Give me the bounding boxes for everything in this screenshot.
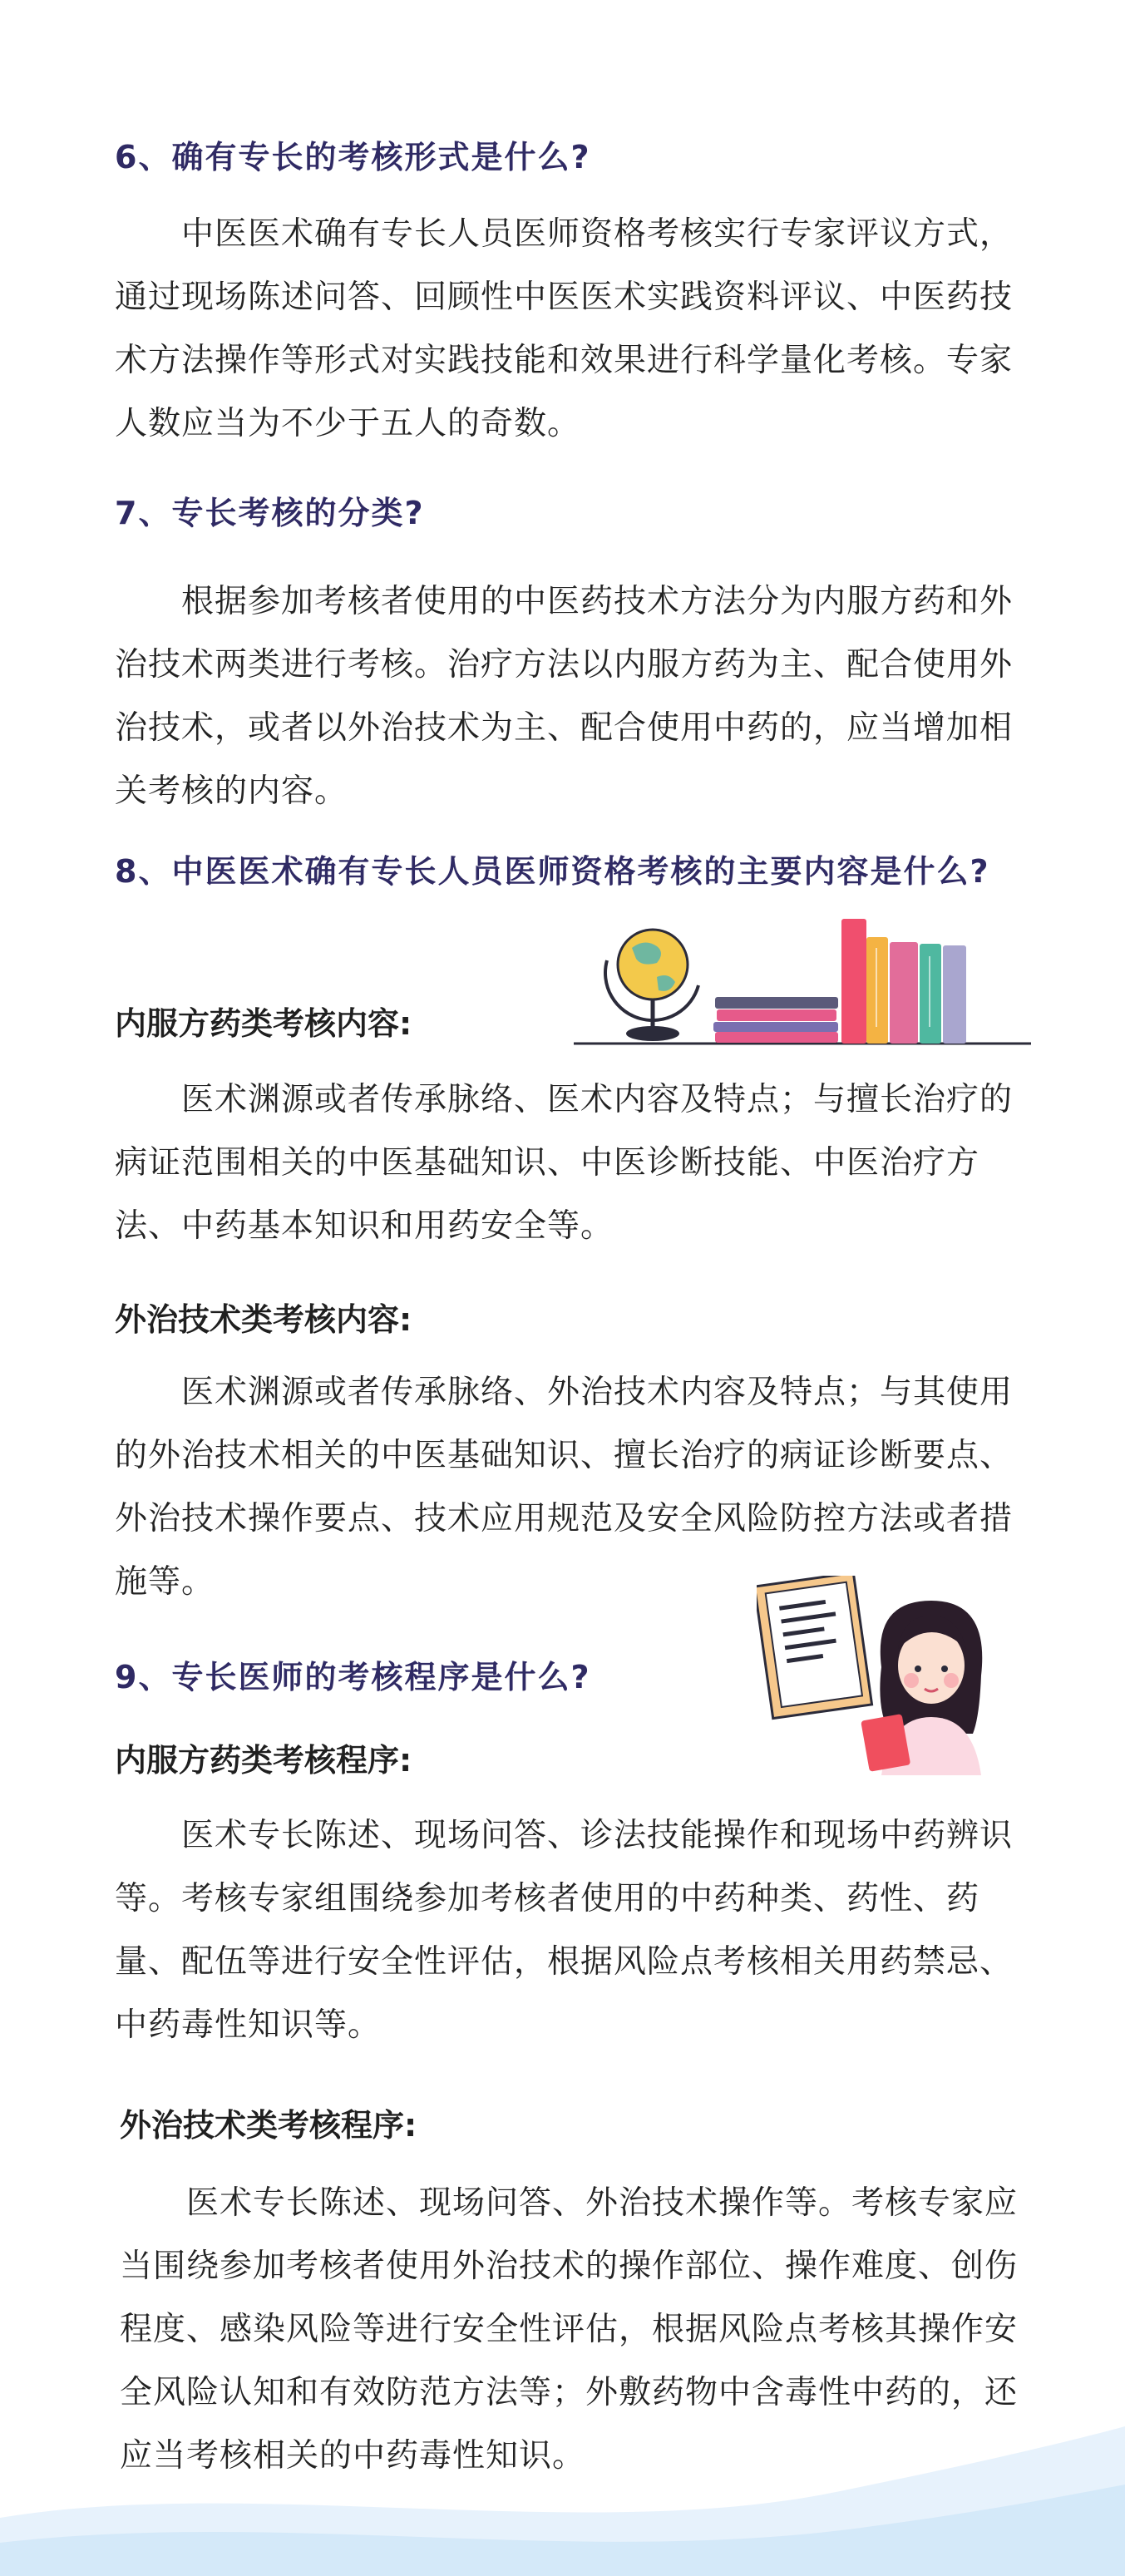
stacked-books-icon (713, 997, 838, 1043)
paragraph-internal-procedure: 医术专长陈述、现场问答、诊法技能操作和现场中药辨识等。考核专家组围绕参加考核者使用的中药种类、药性、药量、配伍等进行安全性评估，根据风险点考核相关用药禁忌、中药毒性知识等。 (115, 1817, 1014, 2044)
subheading-external-procedure: 外治技术类考核程序: (120, 2107, 417, 2144)
subheading-internal-procedure: 内服方药类考核程序: (115, 1742, 412, 1779)
woman-reading-illustration (757, 1576, 1006, 1775)
paragraph-external-procedure: 医术专长陈述、现场问答、外治技术操作等。考核专家应当围绕参加考核者使用外治技术的操作部位、操作难度、创伤程度、感染风险等进行安全性评估，根据风险点考核其操作安全风险认知和有效防范方法等；外敷药物中含毒性中药的，还应当考核相关的中药毒性知识。 (120, 2184, 1019, 2475)
subheading-internal-content: 内服方药类考核内容: (115, 1005, 412, 1042)
globe-and-books-illustration (574, 910, 1039, 1052)
globe-icon (605, 930, 698, 1041)
bottom-wave-decoration (0, 2376, 1125, 2576)
heading-section-8: 8、中医医术确有专长人员医师资格考核的主要内容是什么? (115, 853, 990, 890)
upright-books-icon (841, 919, 966, 1044)
heading-section-7: 7、专长考核的分类? (115, 495, 425, 531)
document-icon (757, 1576, 872, 1719)
woman-avatar (861, 1601, 982, 1775)
subheading-external-content: 外治技术类考核内容: (115, 1301, 412, 1338)
paragraph-internal-content: 医术渊源或者传承脉络、医术内容及特点；与擅长治疗的病证范围相关的中医基础知识、中医诊断技能、中医治疗方法、中药基本知识和用药安全等。 (115, 1081, 1014, 1245)
paragraph-section-6: 中医医术确有专长人员医师资格考核实行专家评议方式，通过现场陈述问答、回顾性中医医术实践资料评议、中医药技术方法操作等形式对实践技能和效果进行科学量化考核。专家人数应当为不少于五人的奇数。 (115, 215, 1014, 442)
paragraph-section-7: 根据参加考核者使用的中医药技术方法分为内服方药和外治技术两类进行考核。治疗方法以内服方药为主、配合使用外治技术，或者以外治技术为主、配合使用中药的，应当增加相关考核的内容。 (115, 583, 1014, 810)
heading-section-6: 6、确有专长的考核形式是什么? (115, 139, 591, 175)
paragraph-external-content: 医术渊源或者传承脉络、外治技术内容及特点；与其使用的外治技术相关的中医基础知识、擅长治疗的病证诊断要点、外治技术操作要点、技术应用规范及安全风险防控方法或者措施等。 (115, 1374, 1014, 1601)
heading-section-9: 9、专长医师的考核程序是什么? (115, 1659, 591, 1695)
